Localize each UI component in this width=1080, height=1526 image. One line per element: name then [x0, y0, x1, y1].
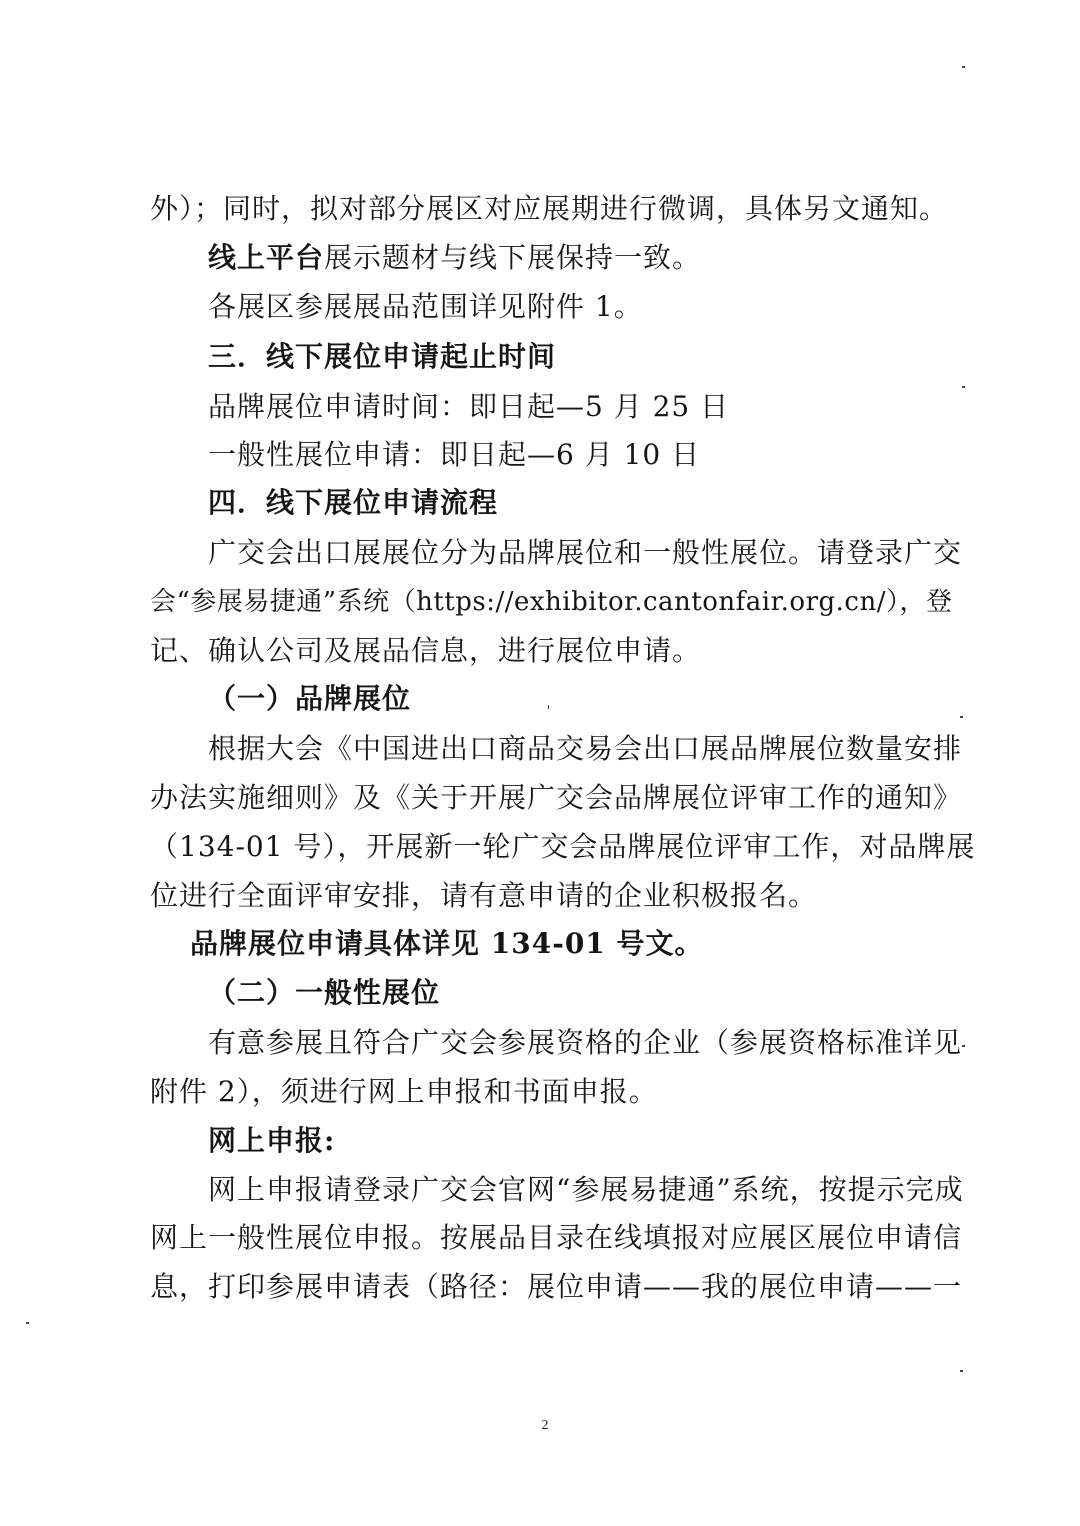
text-line: [208, 535, 962, 571]
text-segment: 外）；同时，拟对部分展区对应展期进行微调，具体另文通知。: [150, 192, 949, 225]
text-segment: 品牌展位申请时间：即日起—5 月 25 日: [208, 390, 730, 423]
text-line: [208, 731, 962, 767]
text-line: [150, 829, 975, 865]
text-segment: 网上申报请登录广交会官网“参展易捷通”系统，按提示完成: [208, 1173, 964, 1206]
text-segment: 各展区参展展品范围详见附件 1。: [208, 290, 643, 323]
section-heading: [208, 485, 498, 521]
text-line: [208, 1025, 962, 1061]
text-segment-bold: 四．线下展位申请流程: [208, 486, 499, 519]
text-segment: 展示题材与线下展保持一致。: [324, 241, 702, 274]
scan-speck: [962, 66, 965, 68]
text-segment: 一般性展位申请：即日起—6 月 10 日: [208, 438, 701, 471]
text-segment-bold: （二）一般性展位: [208, 976, 441, 1009]
text-segment: 有意参展且符合广交会参展资格的企业（参展资格标准详见: [208, 1026, 963, 1059]
text-segment: 记、确认公司及展品信息，进行展位申请。: [150, 634, 702, 667]
scan-speck: [962, 386, 965, 388]
text-segment: 附件 2），须进行网上申报和书面申报。: [150, 1075, 658, 1108]
text-segment: （134-01 号），开展新一轮广交会品牌展位评审工作，对品牌展: [150, 830, 976, 863]
scan-speck: [26, 1322, 29, 1324]
text-segment-bold: 品牌展位申请具体详见 134-01 号文。: [190, 927, 704, 960]
subsection-heading: [208, 975, 440, 1011]
text-segment-bold: 网上申报:: [208, 1124, 336, 1157]
section-heading: [208, 339, 556, 375]
text-line: [208, 437, 700, 473]
text-segment-bold: （一）品牌展位: [208, 682, 412, 715]
scan-speck: [960, 1370, 963, 1372]
text-segment: 办法实施细则》及《关于开展广交会品牌展位评审工作的通知》: [150, 781, 963, 814]
text-segment: 根据大会《中国进出口商品交易会出口展品牌展位数量安排: [208, 732, 963, 765]
text-line: [150, 1220, 962, 1256]
scan-speck: [962, 1045, 965, 1047]
text-segment-bold: 三．线下展位申请起止时间: [208, 340, 557, 373]
scan-speck: [548, 705, 549, 709]
text-segment: 会“参展易捷通”系统（https://exhibitor.cantonfair.org.cn/），登: [150, 587, 953, 617]
page-number: 2: [541, 1418, 549, 1433]
text-line: [150, 780, 962, 816]
subsection-heading: [208, 1123, 335, 1159]
text-line: [150, 633, 701, 669]
text-line: [208, 289, 643, 325]
text-line: [208, 389, 729, 425]
text-segment: 位进行全面评审安排，请有意申请的企业积极报名。: [150, 879, 818, 912]
text-line: [150, 878, 817, 914]
bold-note: [190, 926, 704, 962]
text-segment: 息，打印参展申请表（路径：展位申请——我的展位申请——一: [150, 1270, 963, 1303]
text-line: [150, 584, 953, 620]
text-line: [150, 1269, 962, 1305]
text-line: [150, 1074, 658, 1110]
subsection-heading: [208, 681, 411, 717]
text-segment: 网上一般性展位申报。按展品目录在线填报对应展区展位申请信: [150, 1221, 963, 1254]
text-line: [150, 191, 948, 227]
text-line: [208, 1172, 964, 1208]
text-line: [208, 240, 701, 276]
text-segment-bold: 线上平台: [208, 241, 325, 274]
scan-speck: [960, 716, 963, 718]
text-segment: 广交会出口展展位分为品牌展位和一般性展位。请登录广交: [208, 536, 963, 569]
